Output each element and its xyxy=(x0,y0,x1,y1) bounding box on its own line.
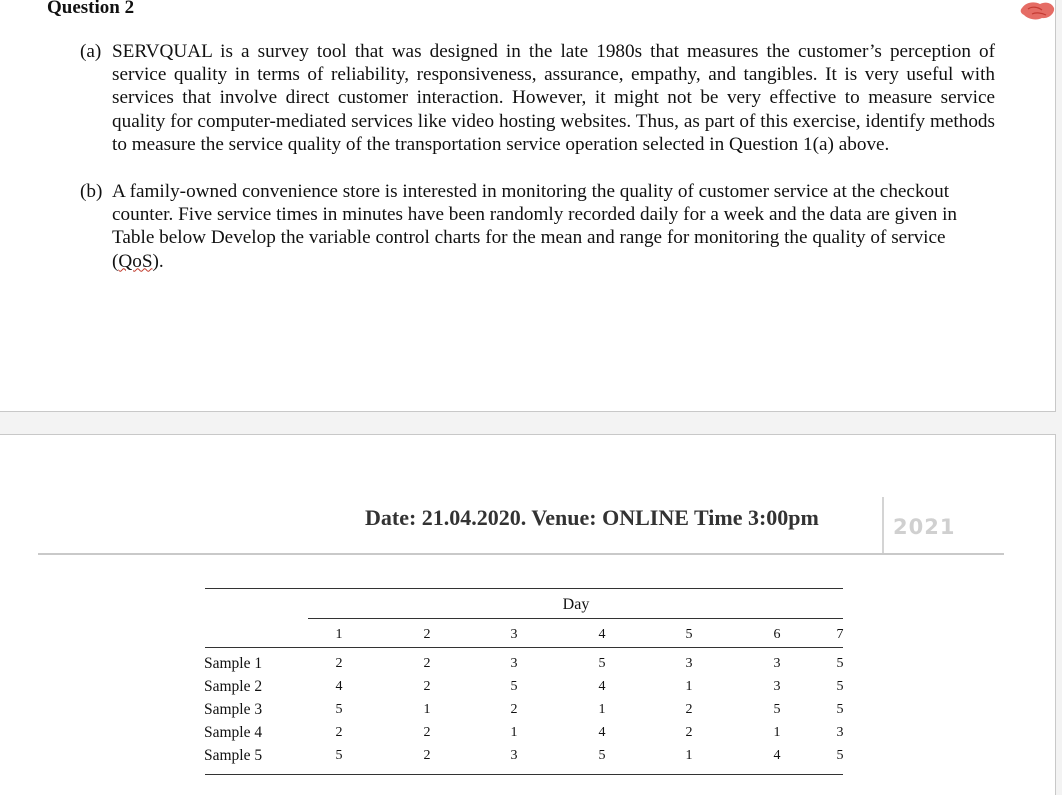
year-watermark: 2021 xyxy=(893,515,956,539)
day-header-4: 4 xyxy=(598,627,606,642)
day-header-1: 1 xyxy=(335,627,343,642)
table-cell: 3 xyxy=(836,725,844,740)
table-bottom-rule xyxy=(205,774,843,775)
table-cell: 3 xyxy=(685,656,693,671)
table-cell: 4 xyxy=(598,679,606,694)
row-label: Sample 5 xyxy=(204,747,263,764)
table-cell: 2 xyxy=(510,702,518,717)
table-cell: 2 xyxy=(423,656,431,671)
day-header-7: 7 xyxy=(836,627,844,642)
table-cell: 3 xyxy=(773,656,781,671)
table-cell: 1 xyxy=(685,748,693,763)
table-cell: 3 xyxy=(773,679,781,694)
part-a-text: SERVQUAL is a survey tool that was designed in the late 1980s that measures the customer’s perception of service quality in terms of reliability, responsiveness, assurance, empathy, and tangibles. It is very useful with services that involve direct customer interaction. However, it might not be very effective to measure service quality for computer-mediated services like video hosting websites. Thus, as part of this exercise, identify methods to measure the service quality of the transportation service operation selected in Question 1(a) above. xyxy=(112,41,995,155)
table-cell: 2 xyxy=(423,679,431,694)
row-label: Sample 3 xyxy=(204,701,263,718)
question-part-a xyxy=(80,40,995,156)
red-stamp-icon xyxy=(1018,0,1056,22)
part-b-text-end: ). xyxy=(152,250,164,272)
table-top-rule xyxy=(205,588,843,589)
table-cell: 3 xyxy=(510,748,518,763)
table-cell: 5 xyxy=(836,748,844,763)
table-cell: 3 xyxy=(510,656,518,671)
header-rule xyxy=(38,553,1004,555)
table-cell: 2 xyxy=(423,748,431,763)
question-title: Question 2 xyxy=(47,0,135,18)
table-cell: 5 xyxy=(836,679,844,694)
exam-header: Date: 21.04.2020. Venue: ONLINE Time 3:00pm xyxy=(365,505,819,530)
part-b-text-main: A family-owned convenience store is interested in monitoring the quality of customer service at the checkout counter. Five service times in minutes have been randomly recorded daily for a week and the data are given in Table below Develop the variable control charts for the mean and range for monitoring the quality of service ( xyxy=(112,181,958,272)
part-a-label: (a) xyxy=(80,41,102,62)
part-b-text xyxy=(112,180,995,273)
table-cell: 2 xyxy=(685,725,693,740)
table-cell: 5 xyxy=(335,748,343,763)
header-divider xyxy=(882,497,884,555)
table-cell: 5 xyxy=(598,748,606,763)
table-cell: 4 xyxy=(335,679,343,694)
day-header-3: 3 xyxy=(510,627,518,642)
document-page-2 xyxy=(0,434,1056,795)
table-cell: 1 xyxy=(685,679,693,694)
column-header-rule xyxy=(205,647,843,648)
table-cell: 5 xyxy=(335,702,343,717)
table-cell: 2 xyxy=(335,725,343,740)
day-header-2: 2 xyxy=(423,627,431,642)
table-cell: 5 xyxy=(598,656,606,671)
row-label: Sample 2 xyxy=(204,678,263,695)
day-header-rule xyxy=(308,618,843,619)
table-cell: 2 xyxy=(423,725,431,740)
row-label: Sample 4 xyxy=(204,724,263,741)
part-b-label: (b) xyxy=(80,181,103,202)
table-cell: 1 xyxy=(598,702,606,717)
table-cell: 2 xyxy=(335,656,343,671)
day-group-header: Day xyxy=(562,596,590,613)
question-part-b xyxy=(80,180,995,273)
table-cell: 2 xyxy=(685,702,693,717)
table-cell: 1 xyxy=(773,725,781,740)
table-cell: 5 xyxy=(836,656,844,671)
qos-term: QoS xyxy=(118,250,153,272)
day-header-6: 6 xyxy=(773,627,781,642)
table-cell: 5 xyxy=(773,702,781,717)
table-cell: 4 xyxy=(598,725,606,740)
table-cell: 5 xyxy=(836,702,844,717)
table-cell: 4 xyxy=(773,748,781,763)
table-cell: 1 xyxy=(510,725,518,740)
table-cell: 1 xyxy=(423,702,431,717)
table-cell: 5 xyxy=(510,679,518,694)
day-header-5: 5 xyxy=(685,627,693,642)
row-label: Sample 1 xyxy=(204,655,263,672)
